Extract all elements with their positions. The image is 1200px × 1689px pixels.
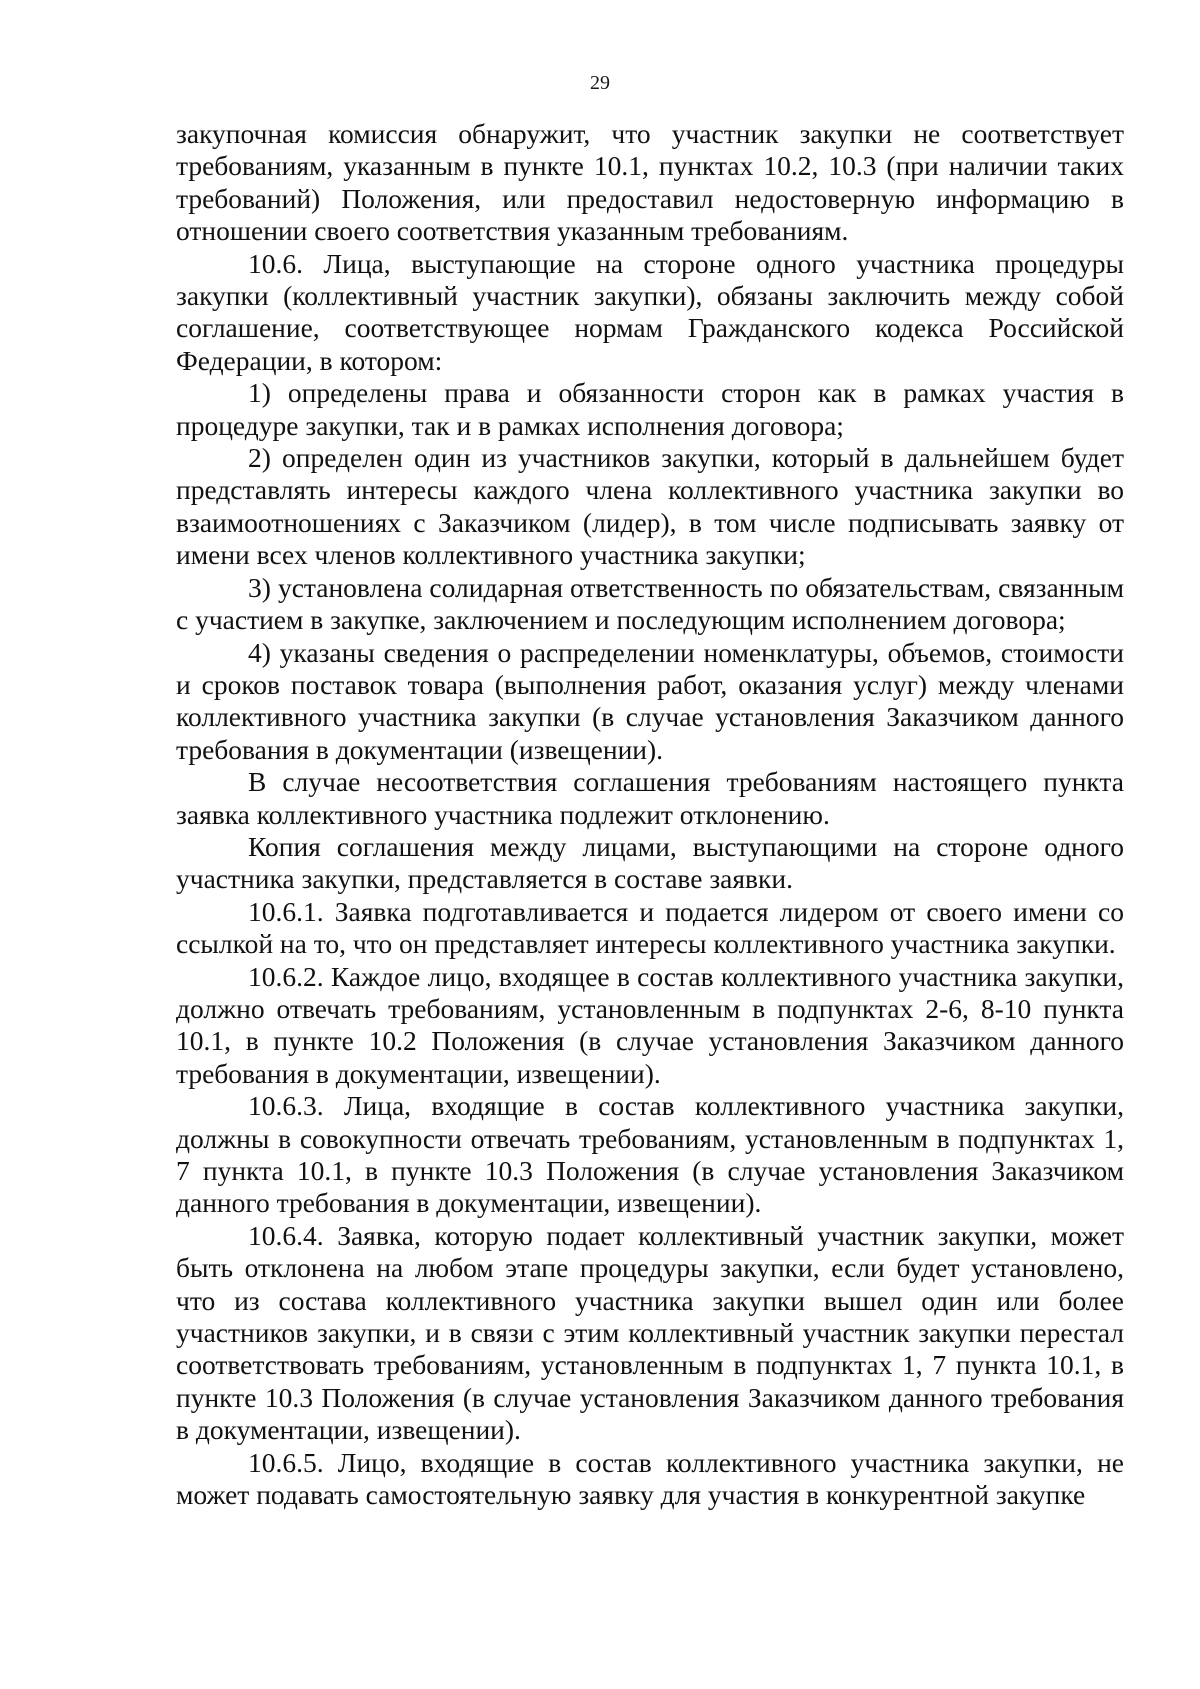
paragraph-item-2: 2) определен один из участников закупки, который в дальнейшем будет представлять интересы каждого члена коллективного участника закупки во взаимоотношениях с Заказчиком (лидер), в том числе подписывать заявку от имени всех членов коллективного участника закупки; [176,442,1124,571]
paragraph-10-6: 10.6. Лица, выступающие на стороне одного участника процедуры закупки (коллективный участник закупки), обязаны заключить между собой соглашение, соответствующее нормам Гражданского кодекса Российской Федерации, в котором: [176,247,1124,376]
page-number: 29 [590,72,610,94]
paragraph-item-3: 3) установлена солидарная ответственность по обязательствам, связанным с участием в закупке, заключением и последующим исполнением договора; [176,571,1124,636]
document-body [176,118,1124,1511]
paragraph-continuation: закупочная комиссия обнаружит, что участник закупки не соответствует требованиям, указанным в пункте 10.1, пунктах 10.2, 10.3 (при наличии таких требований) Положения, или предоставил недостоверную информацию в отношении своего соответствия указанным требованиям. [176,118,1124,247]
paragraph-item-4: 4) указаны сведения о распределении номенклатуры, объемов, стоимости и сроков поставок товара (выполнения работ, оказания услуг) между членами коллективного участника закупки (в случае установления Заказчиком данного требования в документации (извещении). [176,636,1124,765]
paragraph-10-6-2: 10.6.2. Каждое лицо, входящее в состав коллективного участника закупки, должно отвечать требованиям, установленным в подпунктах 2-6, 8-10 пункта 10.1, в пункте 10.2 Положения (в случае установления Заказчиком данного требования в документации, извещении). [176,960,1124,1089]
paragraph-10-6-5: 10.6.5. Лицо, входящие в состав коллективного участника закупки, не может подавать самостоятельную заявку для участия в конкурентной закупке [176,1446,1124,1511]
paragraph-rejection: В случае несоответствия соглашения требованиям настоящего пункта заявка коллективного участника подлежит отклонению. [176,766,1124,830]
paragraph-item-1: 1) определены права и обязанности сторон как в рамках участия в процедуре закупки, так и в рамках исполнения договора; [176,377,1124,441]
paragraph-10-6-3: 10.6.3. Лица, входящие в состав коллективного участника закупки, должны в совокупности отвечать требованиям, установленным в подпунктах 1, 7 пункта 10.1, в пункте 10.3 Положения (в случае установления Заказчиком данного требования в документации, извещении). [176,1090,1124,1219]
paragraph-agreement-copy: Копия соглашения между лицами, выступающими на стороне одного участника закупки, представляется в составе заявки. [176,830,1124,895]
paragraph-10-6-1: 10.6.1. Заявка подготавливается и подается лидером от своего имени со ссылкой на то, что он представляет интересы коллективного участника закупки. [176,895,1124,960]
paragraph-10-6-4: 10.6.4. Заявка, которую подает коллективный участник закупки, может быть отклонена на любом этапе процедуры закупки, если будет установлено, что из состава коллективного участника закупки вышел один или более участников закупки, и в связи с этим коллективный участник закупки перестал соответствовать требованиям, установленным в подпунктах 1, 7 пункта 10.1, в пункте 10.3 Положения (в случае установления Заказчиком данного требования в документации, извещении). [176,1219,1124,1446]
